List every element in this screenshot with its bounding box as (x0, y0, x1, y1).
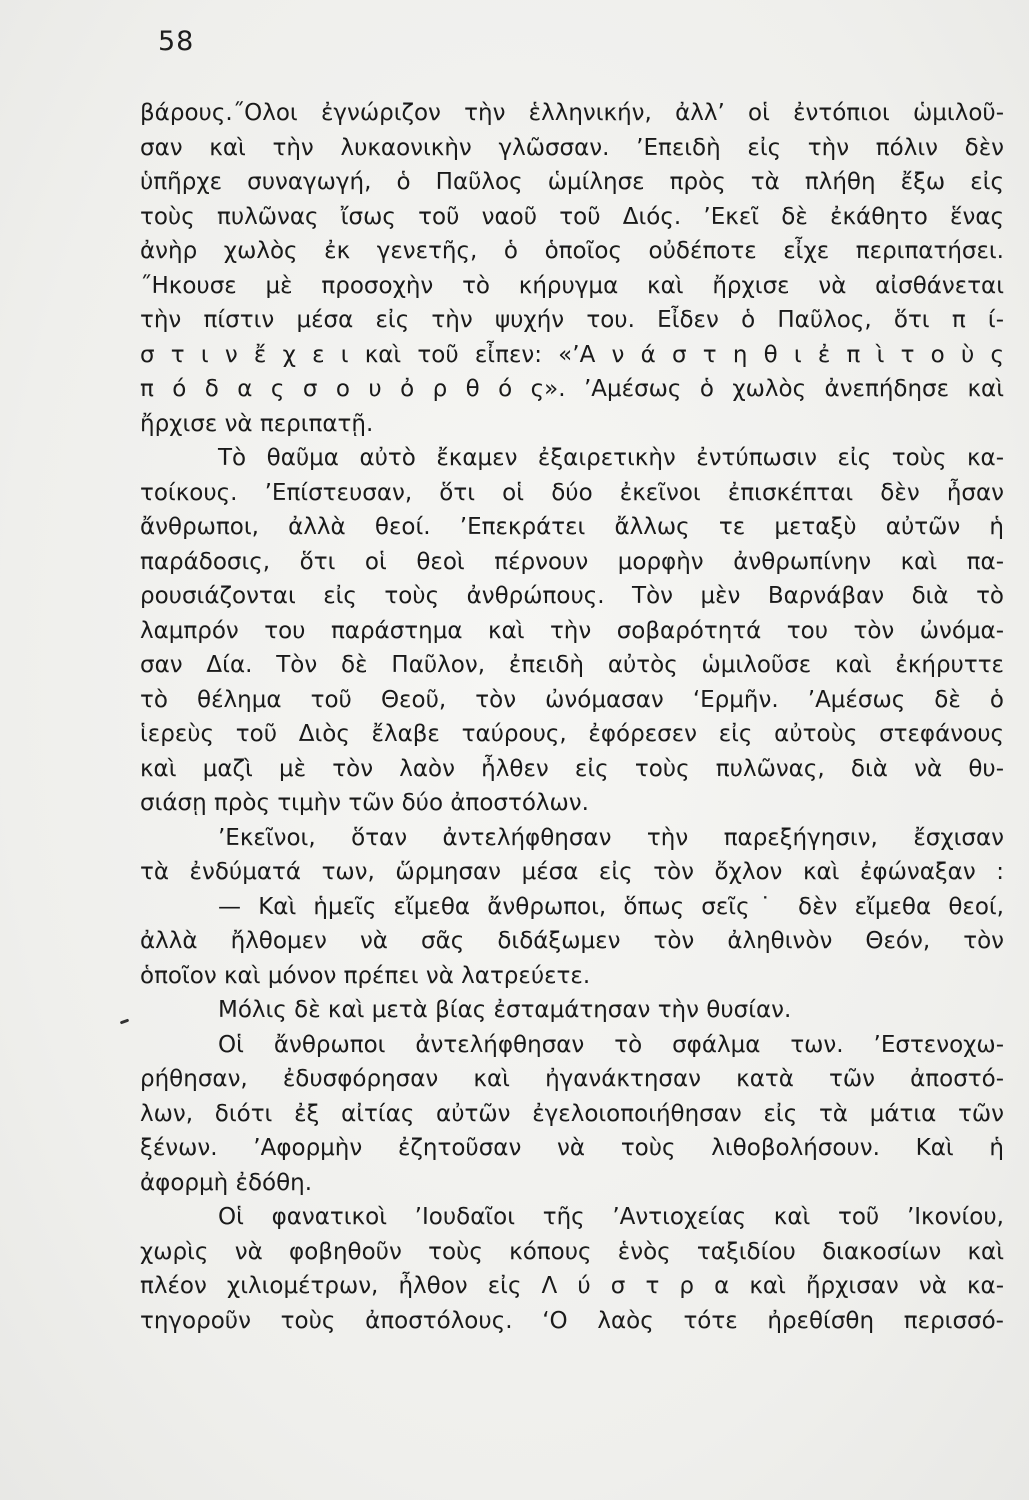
text-line: ἱερεὺς τοῦ Διὸς ἔλαβε ταύρους, ἐφόρεσεν εἰς αὐτοὺς στεφάνους (140, 721, 1004, 747)
stray-ink-mark (120, 1019, 129, 1025)
text-line: ἀνὴρ χωλὸς ἐκ γενετῆς, ὁ ὁποῖος οὐδέποτε εἶχε περιπατήσει. (140, 238, 1004, 264)
text-line: παράδοσις, ὅτι οἱ θεοὶ πέρνουν μορφὴν ἀνθρωπίνην καὶ πα- (140, 548, 1004, 575)
text-line: Μόλις δὲ καὶ μετὰ βίας ἐσταμάτησαν τὴν θυσίαν. (218, 997, 792, 1023)
text-line: σαν καὶ τὴν λυκαονικὴν γλῶσσαν. ’Επειδὴ εἰς τὴν πόλιν δὲν (140, 134, 1004, 161)
text-line: ˝Ηκουσε μὲ προσοχὴν τὸ κήρυγμα καὶ ἤρχισε νὰ αἰσθάνεται (140, 272, 1004, 299)
text-line: ρουσιάζονται εἰς τοὺς ἀνθρώπους. Τὸν μὲν Βαρνάβαν διὰ τὸ (140, 583, 1004, 609)
text-line: Οἱ ἄνθρωποι ἀντελήφθησαν τὸ σφάλμα των. ’Εστενοχω- (218, 1031, 1004, 1058)
text-line: ἤρχισε νὰ περιπατῇ. (140, 410, 374, 437)
text-line: πλέον χιλιομέτρων, ἦλθον εἰς Λ ύ σ τ ρ α καὶ ἤρχισαν νὰ κα- (140, 1273, 1004, 1299)
text-line: τοίκους. ’Επίστευσαν, ὅτι οἱ δύο ἐκεῖνοι ἐπισκέπται δὲν ἦσαν (140, 479, 1004, 506)
text-line: — Καὶ ἡμεῖς εἴμεθα ἄνθρωποι, ὅπως σεῖς˙ δὲν εἴμεθα θεοί, (218, 893, 1004, 920)
text-line: τηγοροῦν τοὺς ἀποστόλους. ‘Ο λαὸς τότε ἠρεθίσθη περισσό- (140, 1307, 1004, 1334)
text-line: καὶ μαζὶ μὲ τὸν λαὸν ἦλθεν εἰς τοὺς πυλῶνας, διὰ νὰ θυ- (140, 755, 1004, 782)
text-line: π ό δ α ς σ ο υ ὀ ρ θ ό ς». ’Αμέσως ὁ χωλὸς ἀνεπήδησε καὶ (140, 376, 1004, 402)
text-line: ρήθησαν, ἐδυσφόρησαν καὶ ἠγανάκτησαν κατὰ τῶν ἀποστό- (140, 1066, 1004, 1092)
text-line: ξένων. ’Αφορμὴν ἐζητοῦσαν νὰ τοὺς λιθοβολήσουν. Καὶ ἡ (140, 1135, 1004, 1161)
text-line: ἀφορμὴ ἐδόθη. (140, 1169, 313, 1196)
text-line: ὑπῆρχε συναγωγή, ὁ Παῦλος ὡμίλησε πρὸς τὰ πλήθη ἔξω εἰς (140, 169, 1004, 195)
text-line: ’Εκεῖνοι, ὅταν ἀντελήφθησαν τὴν παρεξήγησιν, ἔσχισαν (218, 824, 1004, 851)
text-line: ἄνθρωποι, ἀλλὰ θεοί. ’Επεκράτει ἄλλως τε μεταξὺ αὐτῶν ἡ (140, 514, 1004, 540)
text-line: χωρὶς νὰ φοβηθοῦν τοὺς κόπους ἑνὸς ταξιδίου διακοσίων καὶ (140, 1238, 1004, 1265)
page-number: 58 (158, 26, 195, 57)
text-line: ἀλλὰ ἤλθομεν νὰ σᾶς διδάξωμεν τὸν ἀληθινὸν Θεόν, τὸν (140, 928, 1004, 954)
text-line: ὁποῖον καὶ μόνον πρέπει νὰ λατρεύετε. (140, 962, 591, 989)
text-line: σ τ ι ν ἔ χ ε ι καὶ τοῦ εἶπεν: «’Α ν ά σ τ η θ ι ἐ π ὶ τ ο ὺ ς (140, 341, 1004, 368)
text-line: λαμπρόν του παράστημα καὶ τὴν σοβαρότητά του τὸν ὠνόμα- (140, 617, 1004, 644)
body-text (140, 96, 1004, 1338)
text-line: τὰ ἐνδύματά των, ὥρμησαν μέσα εἰς τὸν ὄχλον καὶ ἐφώναξαν : (140, 859, 1004, 885)
text-line: Τὸ θαῦμα αὐτὸ ἔκαμεν ἐξαιρετικὴν ἐντύπωσιν εἰς τοὺς κα- (218, 445, 1004, 471)
text-line: τοὺς πυλῶνας ἴσως τοῦ ναοῦ τοῦ Διός. ’Εκεῖ δὲ ἐκάθητο ἕνας (140, 203, 1004, 230)
text-line: τὴν πίστιν μέσα εἰς τὴν ψυχήν του. Εἶδεν ὁ Παῦλος, ὅτι π ί- (140, 307, 1004, 333)
text-line: σαν Δία. Τὸν δὲ Παῦλον, ἐπειδὴ αὐτὸς ὡμιλοῦσε καὶ ἐκήρυττε (140, 652, 1004, 678)
text-line: λων, διότι ἐξ αἰτίας αὐτῶν ἐγελοιοποιήθησαν εἰς τὰ μάτια τῶν (140, 1100, 1004, 1127)
text-line: σιάσῃ πρὸς τιμὴν τῶν δύο ἀποστόλων. (140, 790, 589, 816)
text-line: Οἱ φανατικοὶ ’Ιουδαῖοι τῆς ’Αντιοχείας καὶ τοῦ ’Ικονίου, (218, 1204, 1004, 1230)
text-line: τὸ θέλημα τοῦ Θεοῦ, τὸν ὠνόμασαν ‘Ερμῆν. ’Αμέσως δὲ ὁ (140, 686, 1004, 713)
text-line: βάρους.˝Ολοι ἐγνώριζον τὴν ἑλληνικήν, ἀλλ’ οἱ ἐντόπιοι ὡμιλοῦ- (140, 100, 1004, 126)
